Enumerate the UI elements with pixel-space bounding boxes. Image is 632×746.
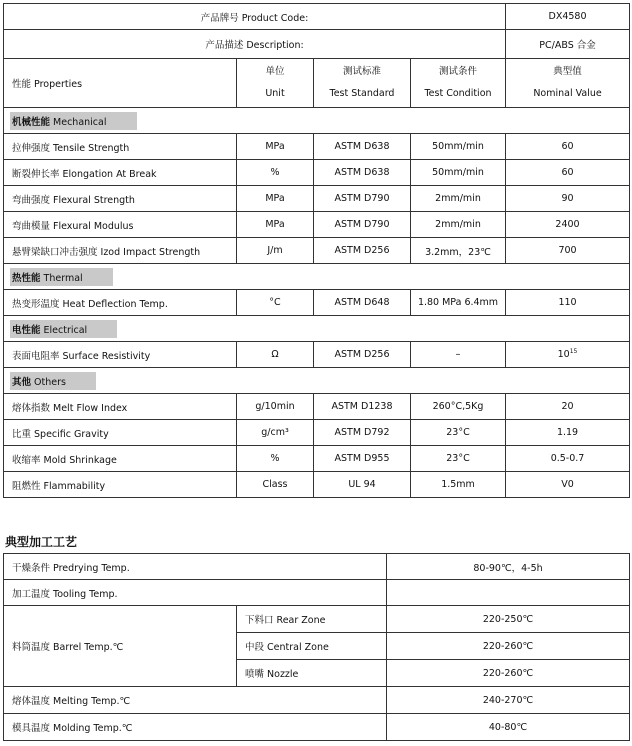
table-row (4, 472, 630, 498)
value-cell: $10^{15}$ (506, 342, 630, 368)
condition-cell: 50mm/min (411, 134, 506, 160)
property-name: 收缩率 Mold Shrinkage (4, 446, 237, 472)
table-row (4, 186, 630, 212)
molding-label: 模具温度 Molding Temp.℃ (4, 714, 387, 741)
predrying-value: 80-90℃，4-5h (387, 554, 630, 580)
section-thermal (4, 264, 630, 290)
standard-cell: ASTM D790 (314, 212, 411, 238)
value-header-cn: 典型值 (553, 66, 582, 77)
standard-header-en: Test Standard (329, 88, 395, 99)
standard-cell: ASTM D638 (314, 160, 411, 186)
melting-value: 240-270℃ (387, 687, 630, 714)
value-cell: 20 (506, 394, 630, 420)
unit-cell: Class (237, 472, 314, 498)
unit-header-en: Unit (265, 88, 285, 99)
molding-value: 40-80℃ (387, 714, 630, 741)
value-cell: 60 (506, 160, 630, 186)
condition-cell: 23°C (411, 446, 506, 472)
unit-cell: % (237, 160, 314, 186)
condition-cell: 2mm/min (411, 212, 506, 238)
property-name: 弯曲强度 Flexural Strength (4, 186, 237, 212)
table-row (4, 714, 630, 741)
table-row (4, 554, 630, 580)
predrying-label: 干燥条件 Predrying Temp. (4, 554, 387, 580)
unit-cell: MPa (237, 134, 314, 160)
table-row (4, 606, 630, 633)
standard-cell: ASTM D256 (314, 342, 411, 368)
condition-cell: 3.2mm，23℃ (411, 238, 506, 264)
product-code-label: 产品牌号 Product Code: (4, 4, 506, 30)
condition-cell: 260°C,5Kg (411, 394, 506, 420)
value-cell: 2400 (506, 212, 630, 238)
condition-cell: – (411, 342, 506, 368)
standard-header-cn: 测试标准 (342, 66, 381, 77)
condition-header (411, 59, 506, 108)
unit-header (237, 59, 314, 108)
zone-value: 220-250℃ (387, 606, 630, 633)
section-title: 热性能 Thermal (10, 268, 113, 286)
condition-cell: 2mm/min (411, 186, 506, 212)
table-row (4, 687, 630, 714)
value-cell: 90 (506, 186, 630, 212)
unit-cell: °C (237, 290, 314, 316)
melting-label: 熔体温度 Melting Temp.℃ (4, 687, 387, 714)
table-row (4, 134, 630, 160)
property-name: 阻燃性 Flammability (4, 472, 237, 498)
property-name: 比重 Specific Gravity (4, 420, 237, 446)
property-name: 表面电阻率 Surface Resistivity (4, 342, 237, 368)
standard-cell: ASTM D648 (314, 290, 411, 316)
property-name: 悬臂梁缺口冲击强度 Izod Impact Strength (4, 238, 237, 264)
processing-heading: 典型加工工艺 (5, 535, 78, 549)
unit-cell: MPa (237, 212, 314, 238)
table-row (4, 290, 630, 316)
standard-cell: ASTM D792 (314, 420, 411, 446)
value-cell: 700 (506, 238, 630, 264)
value-cell: 1.19 (506, 420, 630, 446)
description-value: PC/ABS 合金 (506, 30, 630, 59)
table-row (4, 420, 630, 446)
tooling-value (387, 580, 630, 606)
section-title: 其他 Others (10, 372, 96, 390)
properties-header: 性能 Properties (4, 59, 237, 108)
value-header (506, 59, 630, 108)
section-title: 机械性能 Mechanical (10, 112, 137, 130)
unit-cell: g/10min (237, 394, 314, 420)
barrel-label: 料筒温度 Barrel Temp.℃ (4, 606, 237, 687)
tooling-label: 加工温度 Tooling Temp. (4, 580, 387, 606)
table-row (4, 580, 630, 606)
description-label: 产品描述 Description: (4, 30, 506, 59)
column-header-row (4, 59, 630, 108)
zone-label: 喷嘴 Nozzle (237, 660, 387, 687)
table-row (4, 160, 630, 186)
unit-header-cn: 单位 (265, 66, 285, 77)
table-row (4, 394, 630, 420)
section-others (4, 368, 630, 394)
section-title: 电性能 Electrical (10, 320, 117, 338)
standard-cell: ASTM D256 (314, 238, 411, 264)
unit-cell: g/cm³ (237, 420, 314, 446)
standard-cell: ASTM D955 (314, 446, 411, 472)
property-name: 熔体指数 Melt Flow Index (4, 394, 237, 420)
property-name: 弯曲模量 Flexural Modulus (4, 212, 237, 238)
standard-header (314, 59, 411, 108)
property-name: 拉伸强度 Tensile Strength (4, 134, 237, 160)
properties-table (3, 3, 630, 498)
unit-cell: MPa (237, 186, 314, 212)
section-electrical (4, 316, 630, 342)
table-row (4, 238, 630, 264)
zone-value: 220-260℃ (387, 660, 630, 687)
standard-cell: ASTM D790 (314, 186, 411, 212)
value-cell: 60 (506, 134, 630, 160)
product-code-row (4, 4, 630, 30)
condition-cell: 50mm/min (411, 160, 506, 186)
condition-cell: 1.80 MPa 6.4mm (411, 290, 506, 316)
property-name: 断裂伸长率 Elongation At Break (4, 160, 237, 186)
condition-header-cn: 测试条件 (439, 66, 478, 77)
value-cell: V0 (506, 472, 630, 498)
product-code-value: DX4580 (506, 4, 630, 30)
standard-cell: ASTM D1238 (314, 394, 411, 420)
condition-cell: 1.5mm (411, 472, 506, 498)
standard-cell: ASTM D638 (314, 134, 411, 160)
unit-cell: J/m (237, 238, 314, 264)
table-row (4, 446, 630, 472)
unit-cell: % (237, 446, 314, 472)
value-cell: 0.5-0.7 (506, 446, 630, 472)
value-header-en: Nominal Value (533, 88, 602, 99)
property-name: 热变形温度 Heat Deflection Temp. (4, 290, 237, 316)
standard-cell: UL 94 (314, 472, 411, 498)
zone-label: 下料口 Rear Zone (237, 606, 387, 633)
zone-value: 220-260℃ (387, 633, 630, 660)
condition-header-en: Test Condition (424, 88, 492, 99)
condition-cell: 23°C (411, 420, 506, 446)
section-mechanical (4, 108, 630, 134)
processing-table (3, 553, 630, 741)
table-row (4, 212, 630, 238)
zone-label: 中段 Central Zone (237, 633, 387, 660)
unit-cell: Ω (237, 342, 314, 368)
description-row (4, 30, 630, 59)
table-row (4, 342, 630, 368)
value-cell: 110 (506, 290, 630, 316)
